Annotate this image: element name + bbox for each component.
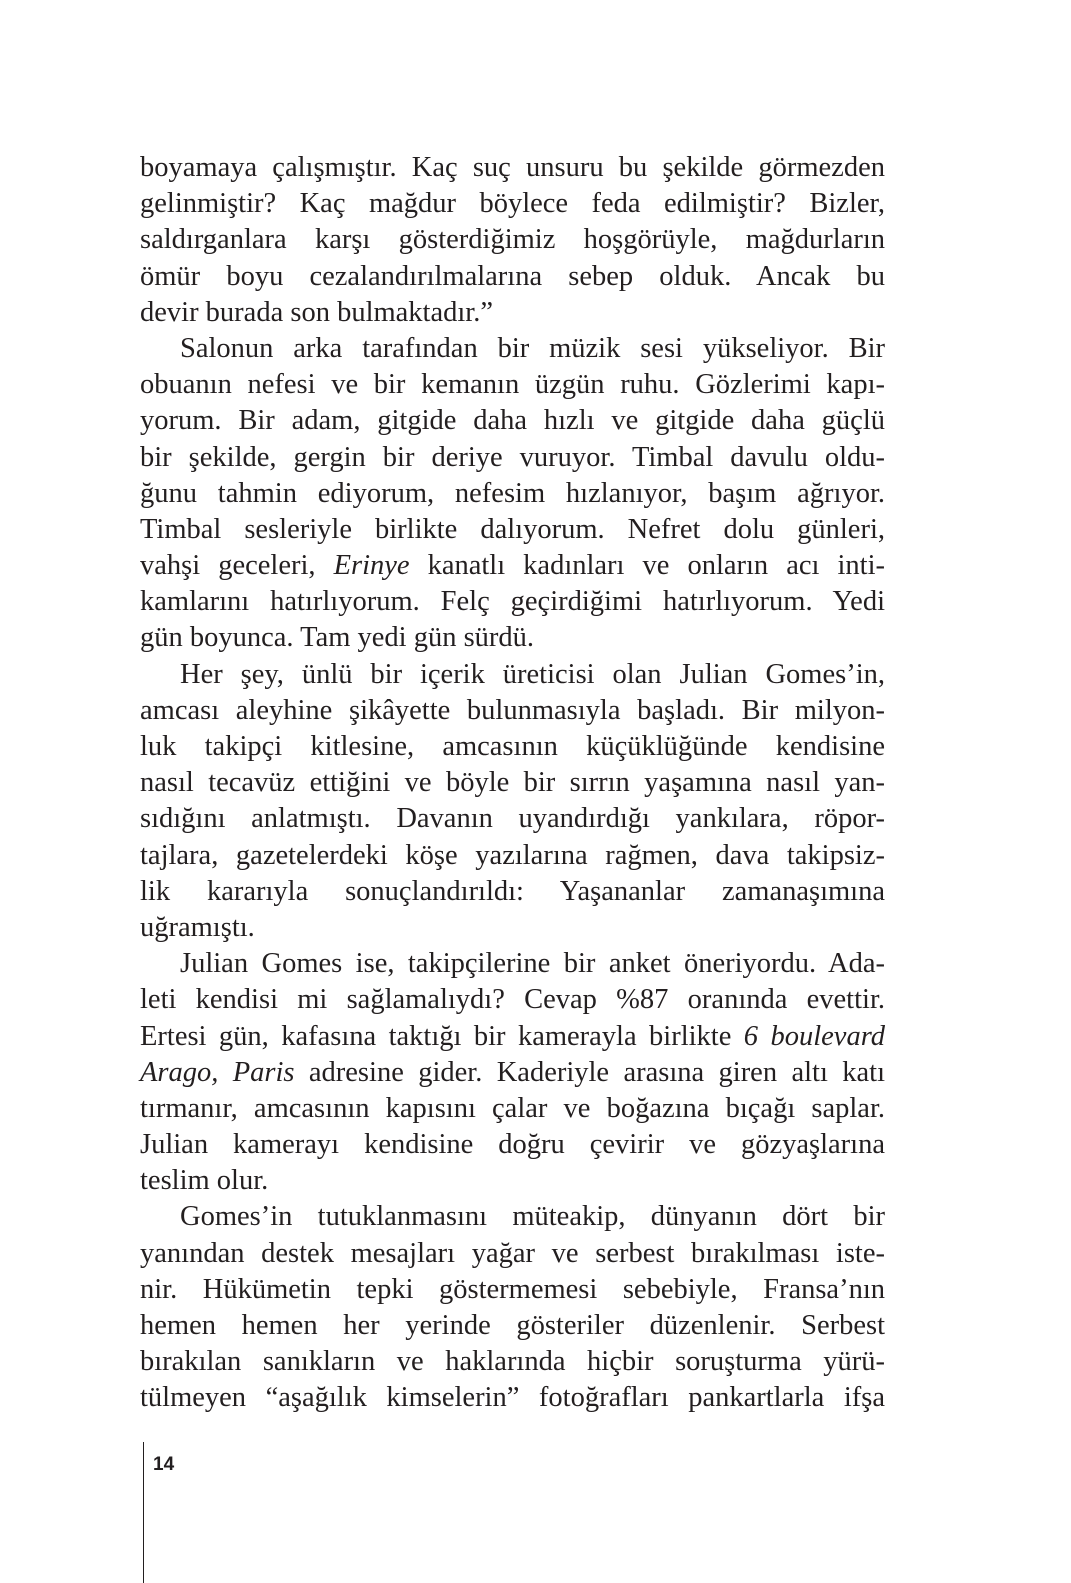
text-line: ğunu tahmin ediyorum, nefesim hızlanıyor, başım ağrıyor. — [140, 477, 885, 509]
italic-address: Arago, Paris — [140, 1056, 295, 1088]
italic-term: Erinye — [333, 550, 410, 582]
text-line: gelinmiştir? Kaç mağdur böylece feda edilmiştir? Bizler, — [140, 188, 885, 220]
italic-address: 6 boulevard — [743, 1020, 885, 1052]
text-line: Gomes’in tutuklanmasını müteakip, dünyanın dört bir — [180, 1201, 885, 1233]
text-line: bırakılan sanıkların ve haklarında hiçbir soruşturma yürü- — [140, 1346, 885, 1378]
text-run: vahşi geceleri, — [140, 550, 334, 582]
text-line: uğramıştı. — [140, 911, 255, 943]
text-run: Ertesi gün, kafasına taktığı bir kamerayla birlikte — [140, 1020, 744, 1052]
text-line — [140, 1019, 885, 1055]
text-line: nasıl tecavüz ettiğini ve böyle bir sırrın yaşamına nasıl yan- — [140, 767, 885, 799]
text-line: yorum. Bir adam, gitgide daha hızlı ve gitgide daha güçlü — [140, 405, 885, 437]
text-line: amcası aleyhine şikâyette bulunmasıyla başladı. Bir milyon- — [140, 694, 885, 726]
text-line: tajlara, gazetelerdeki köşe yazılarına rağmen, dava takipsiz- — [140, 839, 885, 871]
text-line: Julian Gomes ise, takipçilerine bir anket öneriyordu. Ada- — [180, 948, 885, 980]
text-run: kanatlı kadınları ve onların acı inti- — [409, 550, 885, 582]
text-line: Her şey, ünlü bir içerik üreticisi olan Julian Gomes’in, — [180, 658, 885, 690]
margin-rule — [143, 1442, 144, 1583]
body-text — [140, 150, 885, 1417]
text-line — [140, 1055, 885, 1091]
text-line: Salonun arka tarafından bir müzik sesi yükseliyor. Bir — [180, 332, 885, 364]
text-line: obuanın nefesi ve bir kemanın üzgün ruhu. Gözlerimi kapı- — [140, 369, 885, 401]
text-line: yanından destek mesajları yağar ve serbest bırakılması iste- — [140, 1237, 885, 1269]
text-line: sıdığını anlatmıştı. Davanın uyandırdığı yankılara, röpor- — [140, 803, 885, 835]
text-line: gün boyunca. Tam yedi gün sürdü. — [140, 622, 535, 654]
text-run: adresine gider. Kaderiyle arasına giren altı katı — [294, 1056, 885, 1088]
text-line: ömür boyu cezalandırılmalarına sebep olduk. Ancak bu — [140, 260, 885, 292]
text-line: lik kararıyla sonuçlandırıldı: Yaşananlar zamanaşımına — [140, 875, 885, 907]
text-line: Timbal sesleriyle birlikte dalıyorum. Nefret dolu günleri, — [140, 513, 885, 545]
text-line: tırmanır, amcasının kapısını çalar ve boğazına bıçağı saplar. — [140, 1092, 885, 1124]
page-number: 14 — [153, 1454, 175, 1475]
text-line: devir burada son bulmaktadır.” — [140, 296, 493, 328]
text-line: tülmeyen “aşağılık kimselerin” fotoğrafları pankartlarla ifşa — [140, 1382, 885, 1414]
text-line: teslim olur. — [140, 1165, 269, 1197]
text-line: saldırganlara karşı gösterdiğimiz hoşgörüyle, mağdurların — [140, 224, 885, 256]
text-line: nir. Hükümetin tepki göstermemesi sebebiyle, Fransa’nın — [140, 1273, 885, 1305]
text-line: leti kendisi mi sağlamalıydı? Cevap %87 oranında evettir. — [140, 984, 885, 1016]
text-line: hemen hemen her yerinde gösteriler düzenlenir. Serbest — [140, 1310, 885, 1341]
text-line: luk takipçi kitlesine, amcasının küçüklüğünde kendisine — [140, 731, 885, 762]
text-line: kamlarını hatırlıyorum. Felç geçirdiğimi hatırlıyorum. Yedi — [140, 586, 885, 618]
text-line: boyamaya çalışmıştır. Kaç suç unsuru bu şekilde görmezden — [140, 152, 885, 183]
text-line: Julian kamerayı kendisine doğru çevirir ve gözyaşlarına — [140, 1129, 885, 1161]
text-line: bir şekilde, gergin bir deriye vuruyor. Timbal davulu oldu- — [140, 441, 885, 473]
text-line — [140, 548, 885, 584]
